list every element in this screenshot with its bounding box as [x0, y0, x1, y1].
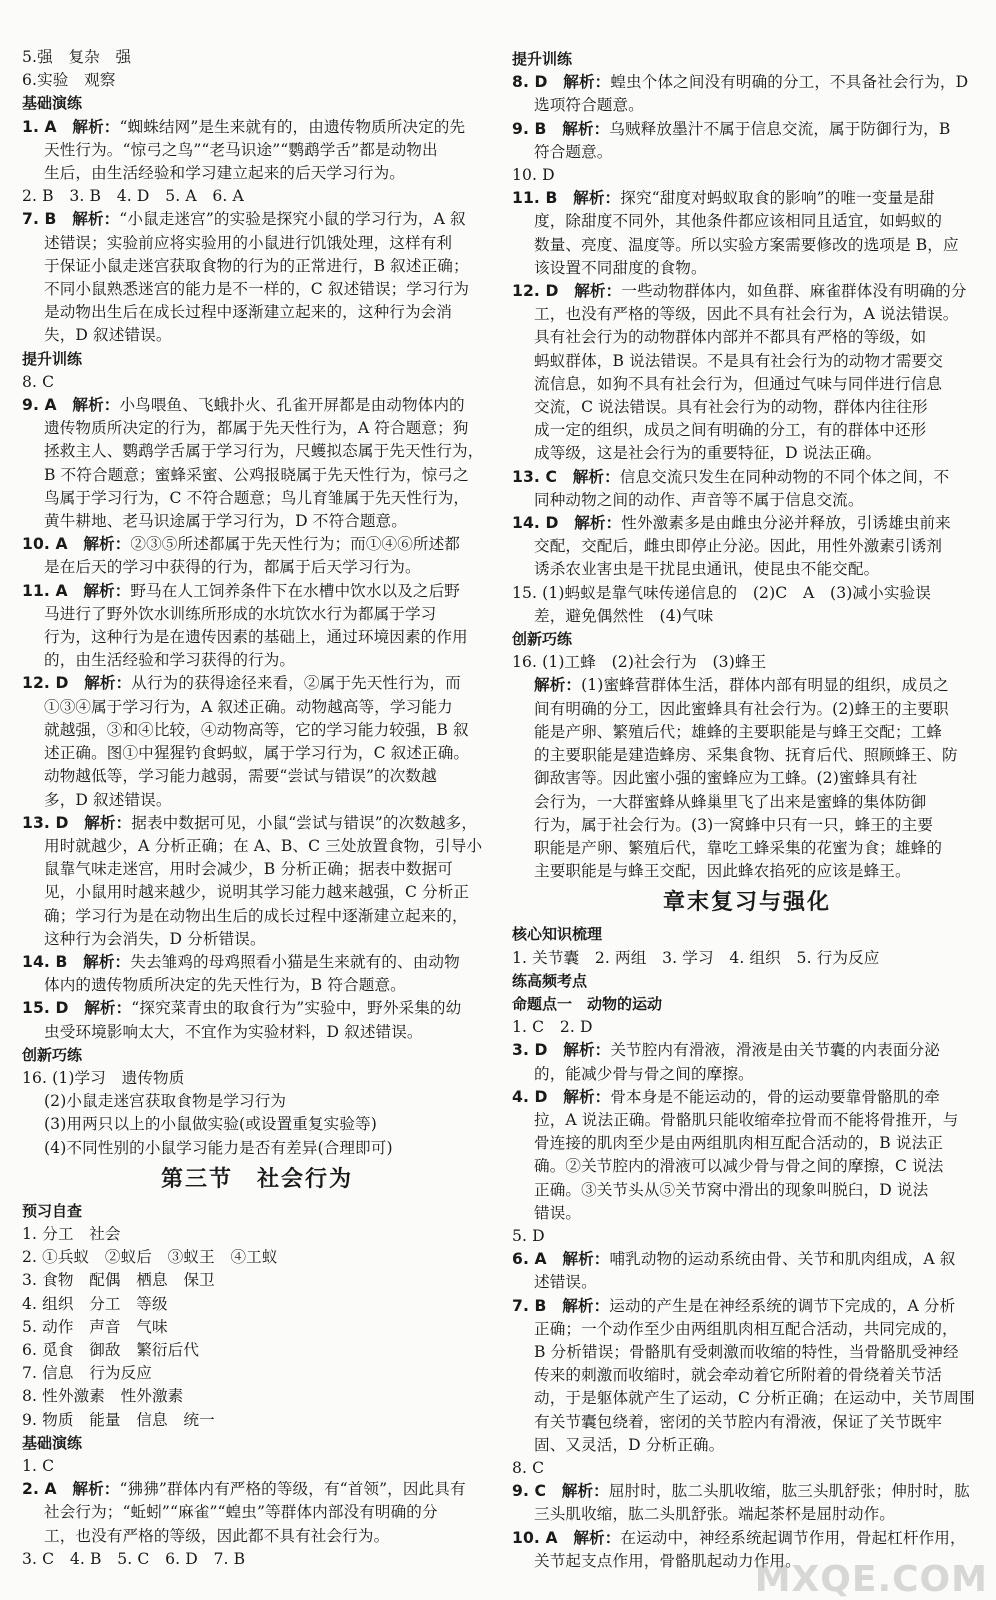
text-line: 15. (1)蚂蚁是靠气味传递信息的 (2)C A (3)减小实验误 [512, 583, 931, 602]
text-line: 2. B 3. B 4. D 5. A 6. A [22, 187, 244, 206]
answer-line [22, 533, 492, 556]
text-line: 数量、亮度、温度等。所以实验方案需要修改的选项是 B，应 [534, 235, 959, 254]
explanation-text: 哺乳动物的运动系统由骨、关节和肌肉组成，A 叙 [609, 1250, 956, 1269]
answer-line [512, 1248, 982, 1271]
text-line: 有关节囊包绕着，密闭的关节腔内有滑液，保证了关节既牢 [534, 1412, 943, 1431]
explanation-label: 解析： [83, 952, 131, 971]
text-line: 5. D [512, 1226, 545, 1245]
section-heading: 命题点一 动物的运动 [512, 994, 663, 1013]
explanation-label: 解析： [84, 813, 132, 832]
text-line: 这种行为会消失，D 分析错误。 [44, 929, 266, 948]
answer-key: 9. C [512, 1482, 547, 1501]
explanation-label: 解析： [573, 1528, 621, 1547]
text-line: 蚂蚁群体，B 说法错误。不是具有社会行为的动物才需要交 [534, 351, 943, 370]
answer-key: 9. B [512, 119, 547, 138]
explanation-label: 解析： [574, 514, 622, 533]
text-line: 16. (1)学习 遗传物质 [22, 1068, 185, 1087]
text-line: 符合题意。 [534, 142, 613, 161]
text-line: 3. 食物 配偶 栖息 保卫 [22, 1271, 215, 1290]
explanation-label: 解析： [563, 1087, 611, 1106]
answer-key: 10. A [512, 1528, 558, 1547]
text-line: 成一定的组织，成员之间有明确的分工，有的群体中还形 [534, 421, 927, 440]
explanation-label: 解析： [562, 1296, 610, 1315]
explanation-text: “狒狒”群体内有严格的等级，有“首领”，因此具有 [119, 1480, 466, 1499]
explanation-text: 据表中数据可见，小鼠“尝试与错误”的次数越多， [131, 813, 478, 832]
answer-line [512, 187, 982, 210]
text-line: 御敌害等。因此蜜小强的蜜蜂应为工蜂。(2)蜜蜂具有社 [534, 769, 918, 788]
text-line: 3. C 4. B 5. C 6. D 7. B [22, 1549, 246, 1568]
answer-key: 8. D [512, 73, 548, 92]
text-line: 2. ①兵蚁 ②蚁后 ③蚁王 ④工蚁 [22, 1248, 278, 1267]
answer-line [22, 812, 492, 835]
explanation-label: 解析： [534, 676, 582, 695]
text-line: 的，能减少骨与骨之间的摩擦。 [534, 1064, 754, 1083]
chapter-title: 章末复习与强化 [662, 890, 831, 916]
text-line: 黄牛耕地、老马识途属于学习行为，D 不符合题意。 [44, 512, 407, 531]
text-line: 1. 关节囊 2. 两组 3. 学习 4. 组织 5. 行为反应 [512, 948, 880, 967]
text-line: 不同小鼠熟悉迷宫的能力是不一样的，C 叙述错误；学习行为 [44, 280, 470, 299]
left-column [22, 46, 492, 1571]
explanation-label: 解析： [83, 581, 131, 600]
text-line: 度，除甜度不同外，其他条件都应该相同且适宜，如蚂蚁的 [534, 212, 943, 231]
text-line: 固、又灵活，D 分析正确。 [534, 1435, 725, 1454]
text-line: 述错误。 [534, 1273, 597, 1292]
text-line: 会行为，一大群蜜蜂从蜂巢里飞了出来是蜜蜂的集体防御 [534, 792, 927, 811]
section-heading: 提升训练 [22, 349, 83, 368]
text-line: 行为，属于社会行为。(3)一窝蜂中只有一只，蜂王的主要 [534, 815, 934, 834]
text-line: 述错误；实验前应将实验用的小鼠进行饥饿处理，这样有利 [44, 233, 453, 252]
answer-key: 7. B [22, 210, 57, 229]
text-line: 差，避免偶然性 (4)气味 [534, 606, 714, 625]
text-line: 具有社会行为的动物群体内部并不都具有严格的等级，如 [534, 328, 927, 347]
explanation-text: 骨本身是不能运动的，骨的运动要靠骨骼肌的牵 [610, 1087, 940, 1106]
text-line: 失，D 叙述错误。 [44, 326, 172, 345]
answer-key: 14. B [22, 952, 68, 971]
text-line: 于保证小鼠走迷宫获取食物的行为的正常进行，B 叙述正确； [44, 256, 469, 275]
answer-line [512, 1086, 982, 1109]
text-line: 8. 性外激素 性外激素 [22, 1387, 184, 1406]
text-line: 交流，C 说法错误。具有社会行为的动物，群体内往往形 [534, 398, 928, 417]
text-line: 见，小鼠用时越来越少，说明其学习能力越来越强，C 分析正 [44, 883, 470, 902]
text-line: 遗传物质所决定的行为，都属于先天性行为，A 符合题意；狗 [44, 419, 469, 438]
text-line: 8. C [512, 1458, 545, 1477]
text-line: 确；学习行为是在动物出生后的成长过程中逐渐建立起来的， [44, 906, 468, 925]
text-line: 流信息，如狗不具有社会行为，但通过气味与同伴进行信息 [534, 374, 943, 393]
text-line: 的，由生活经验和学习获得的行为。 [44, 651, 296, 670]
text-line: 天性行为。“惊弓之鸟”“老马识途”“鹦鹉学舌”都是动物出 [44, 140, 438, 159]
text-line: 间有明确的分工，因此蜜蜂具有社会行为。(2)蜂王的主要职 [534, 699, 949, 718]
answer-key: 14. D [512, 514, 559, 533]
text-line: 虫受环境影响太大，不宜作为实验材料，D 叙述错误。 [44, 1022, 423, 1041]
answer-line [512, 1039, 982, 1062]
section-heading: 预习自查 [22, 1201, 83, 1220]
answer-line [512, 674, 982, 697]
answer-line [512, 1527, 982, 1550]
text-line: 8. C [22, 372, 55, 391]
text-line: 马进行了野外饮水训练所形成的水坑饮水行为都属于学习 [44, 604, 437, 623]
answer-line [512, 466, 982, 489]
text-line: 多，D 叙述错误。 [44, 790, 172, 809]
explanation-text: “探究菜青虫的取食行为”实验中，野外采集的幼 [131, 999, 462, 1018]
answer-line [22, 394, 492, 417]
answer-line [22, 951, 492, 974]
text-line: 5.强 复杂 强 [22, 48, 132, 66]
section-heading: 基础演练 [22, 1433, 83, 1452]
text-line: 交配，交配后，雌虫即停止分泌。因此，用性外激素引诱剂 [534, 537, 943, 556]
answer-line [512, 512, 982, 535]
explanation-label: 解析： [72, 396, 120, 415]
section-heading: 基础演练 [22, 94, 83, 113]
text-line: (3)用两只以上的小鼠做实验(或设置重复实验等) [44, 1115, 377, 1134]
explanation-text: “蜘蛛结网”是生来就有的，由遗传物质所决定的先 [119, 117, 466, 136]
explanation-text: 屈肘时，肱二头肌收缩，肱三头肌舒张；伸肘时，肱 [608, 1482, 970, 1501]
text-line: 6. 觅食 御敌 繁衍后代 [22, 1340, 200, 1359]
answer-line [512, 1480, 982, 1503]
answer-line [22, 997, 492, 1020]
explanation-text: 关节腔内有滑液，滑液是由关节囊的内表面分泌 [610, 1041, 940, 1060]
page-top-edge [0, 0, 996, 44]
text-line: 6.实验 观察 [22, 71, 116, 90]
text-line: 拯救主人、鹦鹉学舌属于学习行为，尺蠖拟态属于先天性行为， [44, 442, 484, 461]
answer-line [512, 71, 982, 94]
explanation-label: 解析： [561, 1482, 609, 1501]
text-line: 关节起支点作用，骨骼肌起动力作用。 [534, 1551, 801, 1570]
text-line: ①③④属于学习行为，A 叙述正确。动物越高等，学习能力 [44, 697, 453, 716]
answer-key: 12. D [512, 282, 559, 301]
text-line: 5. 动作 声音 气味 [22, 1317, 168, 1336]
text-line: 选项符合题意。 [534, 96, 644, 115]
explanation-text: (1)蜜蜂营群体生活，群体内部有明显的组织，成员之 [581, 676, 949, 695]
explanation-label: 解析： [574, 282, 622, 301]
explanation-text: 失去雏鸡的母鸡照看小猫是生来就有的、由动物 [130, 952, 460, 971]
text-line: 1. 分工 社会 [22, 1224, 121, 1243]
text-line: (4)不同性别的小鼠学习能力是否有差异(合理即可) [44, 1138, 393, 1157]
text-line: 工，也没有严格的等级，因此都不具有社会行为。 [44, 1526, 390, 1545]
answer-key: 3. D [512, 1041, 548, 1060]
text-line: 生后，由生活经验和学习建立起来的后天学习行为。 [44, 164, 405, 183]
explanation-label: 解析： [84, 999, 132, 1018]
text-line: 传来的刺激而收缩时，就会牵动着它所附着的骨绕着关节活 [534, 1366, 943, 1385]
answer-key: 2. A [22, 1480, 57, 1499]
answer-key: 6. A [512, 1250, 547, 1269]
explanation-label: 解析： [72, 210, 120, 229]
answer-key: 7. B [512, 1296, 547, 1315]
answer-line [22, 1478, 492, 1501]
answer-key: 13. C [512, 467, 557, 486]
text-line: 正确；一个动作至少由两组肌肉相互配合活动，共同完成的， [534, 1319, 958, 1338]
answer-key: 9. A [22, 396, 57, 415]
text-line: 行为，这种行为是在遗传因素的基础上，通过环境因素的作用 [44, 628, 468, 647]
text-line: 鸟属于学习行为，C 不符合题意；鸟儿育雏属于先天性行为， [44, 488, 470, 507]
text-line: 鼠靠气味走迷宫，用时会减少，B 分析正确；据表中数据可 [44, 860, 453, 879]
explanation-label: 解析： [572, 467, 620, 486]
answer-key: 10. A [22, 535, 68, 554]
explanation-text: “小鼠走迷宫”的实验是探究小鼠的学习行为，A 叙 [119, 210, 466, 229]
text-line: 能是产卵、繁殖后代；雄蜂的主要职能是与蜂王交配；工蜂 [534, 722, 943, 741]
text-line: 述正确。图①中猩猩钓食蚂蚁，属于学习行为，C 叙述正确。 [44, 744, 470, 763]
answer-line [22, 116, 492, 139]
chapter-title: 第三节 社会行为 [160, 1166, 353, 1192]
section-heading: 创新巧练 [512, 630, 573, 649]
explanation-text: 一些动物群体内，如鱼群、麻雀群体没有明确的分 [621, 282, 967, 301]
explanation-label: 解析： [562, 1250, 610, 1269]
explanation-text: 乌贼释放墨汁不属于信息交流，属于防御行为，B [609, 119, 951, 138]
answer-key: 15. D [22, 999, 69, 1018]
text-line: 错误。 [534, 1203, 582, 1222]
answer-line [512, 1295, 982, 1318]
text-line: 社会行为；“蚯蚓”“麻雀”“蝗虫”等群体内部没有明确的分 [44, 1503, 438, 1522]
text-line: 拉，A 说法正确。骨骼肌只能收缩牵拉骨而不能将骨推开，与 [534, 1110, 959, 1129]
explanation-label: 解析： [573, 189, 621, 208]
text-line: 确。②关节腔内的滑液可以减少骨与骨之间的摩擦，C 说法 [534, 1157, 944, 1176]
text-line: 该设置不同甜度的食物。 [534, 258, 707, 277]
section-heading: 练高频考点 [512, 971, 588, 990]
right-column [512, 48, 982, 1573]
answer-key: 11. B [512, 189, 558, 208]
text-line: (2)小鼠走迷宫获取食物是学习行为 [44, 1092, 287, 1111]
answer-key: 4. D [512, 1087, 548, 1106]
answer-key: 1. A [22, 117, 57, 136]
text-line: 10. D [512, 166, 555, 185]
section-heading: 核心知识梳理 [512, 925, 603, 944]
explanation-label: 解析： [83, 535, 131, 554]
explanation-text: 从行为的获得途径来看，②属于先天性行为，而 [131, 674, 461, 693]
explanation-text: 野马在人工饲养条件下在水槽中饮水以及之后野 [130, 581, 460, 600]
text-line: 成等级，这是社会行为的重要特征，D 说法正确。 [534, 444, 882, 463]
text-line: 体内的遗传物质所决定的先天性行为，B 符合题意。 [44, 976, 406, 995]
text-line: 主要职能是与蜂王交配，因此蜂农掐死的应该是蜂王。 [534, 862, 911, 881]
explanation-label: 解析： [72, 1480, 120, 1499]
text-line: 工，也没有严格的等级，因此不具有社会行为，A 说法错误。 [534, 305, 959, 324]
text-line: 1. C 2. D [512, 1018, 593, 1037]
text-line: 动，于是躯体就产生了运动，C 分析正确；在运动中，关节周围 [534, 1389, 975, 1408]
answer-key: 13. D [22, 813, 69, 832]
answer-line [512, 280, 982, 303]
explanation-label: 解析： [84, 674, 132, 693]
explanation-text: ②③⑤所述都属于先天性行为；而①④⑥所述都 [130, 535, 460, 554]
text-line: 诱杀农业害虫是干扰昆虫通讯，使昆虫不能交配。 [534, 560, 880, 579]
answer-line [22, 672, 492, 695]
answer-key: 12. D [22, 674, 69, 693]
text-line: 同种动物之间的动作、声音等不属于信息交流。 [534, 490, 864, 509]
explanation-text: 蝗虫个体之间没有明确的分工，不具备社会行为，D [610, 73, 969, 92]
answer-line [22, 580, 492, 603]
explanation-label: 解析： [72, 117, 120, 136]
text-line: 7. 信息 行为反应 [22, 1364, 152, 1383]
site-watermark: MXQE.COM [754, 1559, 988, 1600]
text-line: 是在后天的学习中获得的行为，都属于后天学习行为。 [44, 558, 421, 577]
answer-line [512, 118, 982, 141]
explanation-text: 运动的产生是在神经系统的调节下完成的，A 分析 [609, 1296, 956, 1315]
section-heading: 提升训练 [512, 50, 573, 68]
answer-key: 11. A [22, 581, 68, 600]
text-line: 1. C [22, 1456, 55, 1475]
text-line: 动物越低等，学习能力越弱，需要“尝试与错误”的次数越 [44, 767, 437, 786]
explanation-text: 探究“甜度对蚂蚁取食的影响”的唯一变量是甜 [620, 189, 935, 208]
text-line: 是动物出生后在成长过程中逐渐建立起来的，这种行为会消 [44, 303, 453, 322]
text-line: 的主要职能是建造蜂房、采集食物、抚育后代、照顾蜂王、防 [534, 746, 958, 765]
explanation-label: 解析： [562, 119, 610, 138]
text-line: 4. 组织 分工 等级 [22, 1294, 168, 1313]
explanation-text: 信息交流只发生在同种动物的不同个体之间，不 [619, 467, 950, 486]
explanation-label: 解析： [563, 1041, 611, 1060]
text-line: 职能是产卵、繁殖后代，靠吃工蜂采集的花蜜为食；雄蜂的 [534, 838, 943, 857]
explanation-text: 小鸟喂鱼、飞蛾扑火、孔雀开屏都是由动物体内的 [119, 396, 465, 415]
answer-line [22, 208, 492, 231]
text-line: B 分析错误；骨骼肌有受刺激而收缩的特性，当骨骼肌受神经 [534, 1342, 959, 1361]
explanation-text: 性外激素多是由雌虫分泌并释放，引诱雄虫前来 [621, 514, 951, 533]
text-line: 用时就越少，A 分析正确；在 A、B、C 三处放置食物，引导小 [44, 836, 483, 855]
text-line: 骨连接的肌肉至少是由两组肌肉相互配合活动的，B 说法正 [534, 1134, 943, 1153]
text-line: 正确。③关节头从⑤关节窝中滑出的现象叫脱臼，D 说法 [534, 1180, 929, 1199]
text-line: 16. (1)工蜂 (2)社会行为 (3)蜂王 [512, 653, 767, 672]
text-line: 9. 物质 能量 信息 统一 [22, 1410, 215, 1429]
explanation-text: 在运动中，神经系统起调节作用，骨起杠杆作用， [620, 1528, 966, 1547]
text-line: 三头肌收缩，肱二头肌舒张。端起茶杯是屈肘动作。 [534, 1505, 895, 1524]
explanation-label: 解析： [563, 73, 611, 92]
section-heading: 创新巧练 [22, 1045, 83, 1064]
text-line: 就越强，③和④比较，④动物高等，它的学习能力较强，B 叙 [44, 720, 469, 739]
text-line: B 不符合题意；蜜蜂采蜜、公鸡报晓属于先天性行为，惊弓之 [44, 465, 469, 484]
